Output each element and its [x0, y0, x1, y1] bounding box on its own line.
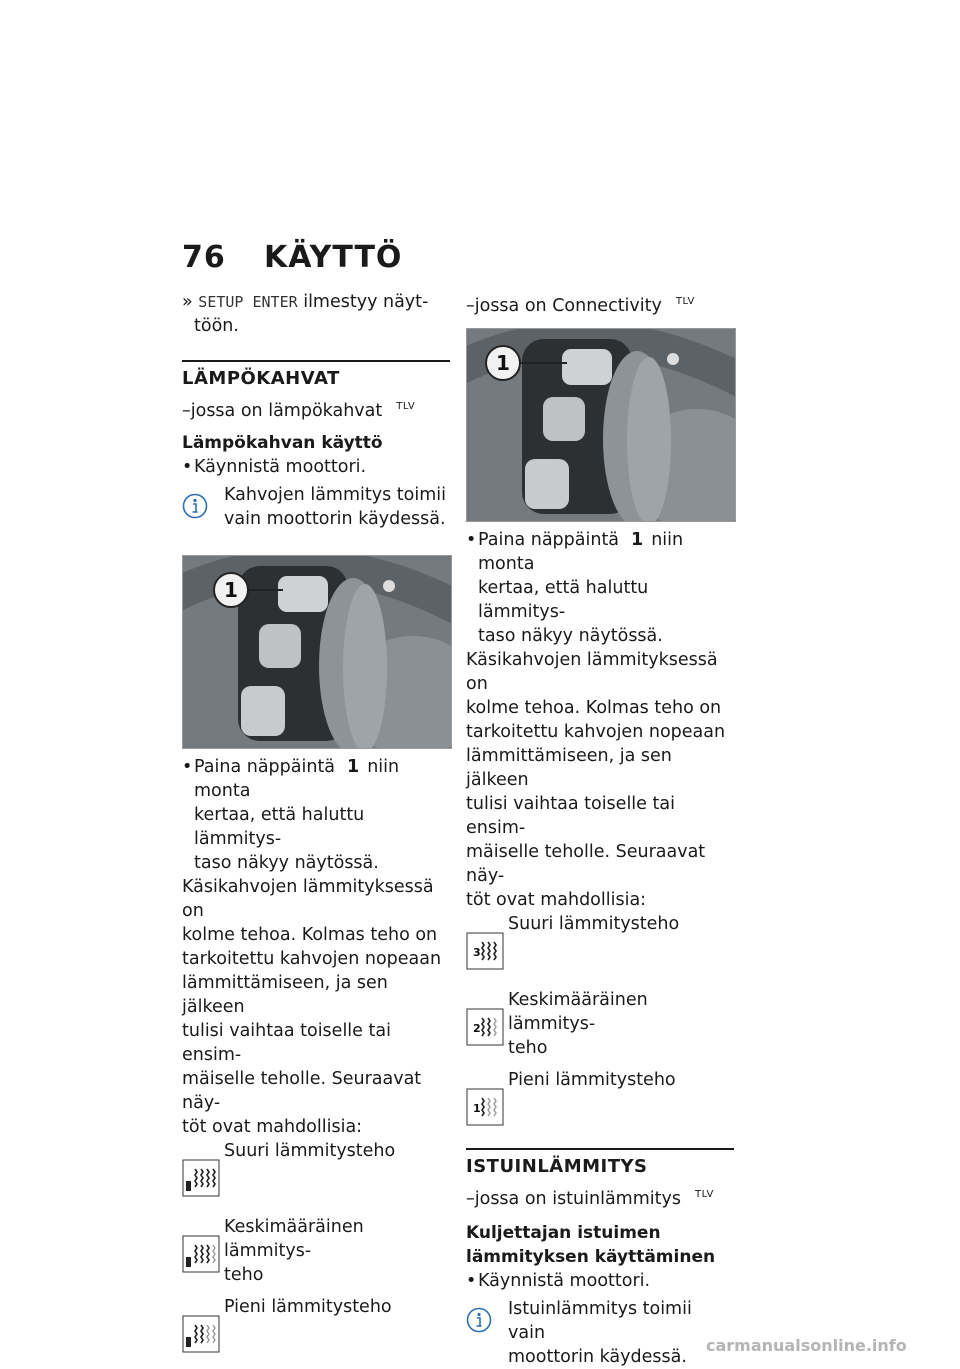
- info-icon: [466, 1297, 508, 1369]
- svg-text:3: 3: [473, 945, 481, 959]
- bullet-icon: •: [466, 1270, 477, 1291]
- tlv-badge: TLV: [675, 296, 695, 307]
- section-rule: [182, 360, 450, 362]
- heat-level-high: 3 Suuri lämmitysteho: [466, 912, 734, 974]
- heat-level-icon: [466, 912, 508, 974]
- heat-level-icon: [182, 1139, 224, 1201]
- bullet-icon: •: [466, 529, 477, 550]
- heat-level-high: Suuri lämmitysteho: [182, 1139, 450, 1201]
- list-item: • Paina näppäintä 1 niin monta: [466, 529, 684, 574]
- heat-level-low: 1 Pieni lämmitysteho: [466, 1068, 734, 1130]
- section-title-heated-grips: LÄMPÖKAHVAT: [182, 368, 340, 389]
- paragraph: Käsikahvojen lämmityksessä on kolme tehoa. Kolmas teho on tarkoitettu kahvojen nopeaan lämmittämiseen, ja sen jälkeen tulisi vaihtaa toiselle tai ensim- mäiselle teholle. Seuraavat näy- töt ovat mahdollisia:: [466, 649, 726, 910]
- heat-level-icon: [182, 1215, 224, 1287]
- svg-text:2: 2: [473, 1021, 481, 1035]
- bullet-icon: •: [182, 456, 193, 477]
- paragraph: Käsikahvojen lämmityksessä on kolme tehoa. Kolmas teho on tarkoitettu kahvojen nopeaan lämmittämiseen, ja sen jälkeen tulisi vaihtaa toiselle tai ensim- mäiselle teholle. Seuraavat näy- töt ovat mahdollisia:: [182, 876, 442, 1137]
- key-reference: 1: [631, 529, 644, 550]
- section-availability: –jossa on lämpökahvat $^{TLV}$: [182, 400, 416, 421]
- tlv-badge: TLV: [396, 401, 416, 412]
- handlebar-photo: [182, 555, 452, 749]
- subheading-seat-heating: Kuljettajan istuimen lämmityksen käyttäminen: [466, 1222, 716, 1267]
- arrow-icon: »: [182, 292, 193, 312]
- bullet-icon: •: [182, 756, 193, 777]
- subheading-grip-use: Lämpökahvan käyttö: [182, 432, 383, 453]
- heat-level-low: Pieni lämmitysteho: [182, 1295, 450, 1357]
- heat-level-icon: [466, 1068, 508, 1130]
- connectivity-availability: –jossa on Connectivity $^{TLV}$: [466, 295, 695, 316]
- setup-code: SETUP ENTER: [198, 293, 298, 311]
- setup-line-cont: töön.: [194, 316, 239, 336]
- list-item: • Paina näppäintä 1 niin monta: [182, 756, 400, 801]
- tlv-badge: TLV: [694, 1188, 714, 1200]
- heat-level-icon: [182, 1295, 224, 1357]
- callout-label: 1: [224, 577, 238, 602]
- list-item: • Käynnistä moottori.: [182, 456, 367, 477]
- left-column: » SETUP ENTER ilmestyy näyt- töön. LÄMPÖKAHVAT –jossa on lämpökahvat $^{TLV}$ Lämpökahvan käyttö • Käynnistä moottori. Kahvojen lämmitys toimii vain moottorin käydessä. 1 • Paina näppäintä 1 niin monta kertaa, että haluttu lämmitys- taso näkyy näytössä. Käsikahvojen lämmityksessä on kolme tehoa. Kolmas teho on tarkoitettu kahvojen nopeaan lämmittämiseen, ja sen jälkeen tulisi vaihtaa toiselle tai ensim- mäiselle teholle. Seuraavat näy- töt ovat mahdollisia: Suuri lämmitysteho Keskimääräinen lämmitys- teho Pieni lämmitysteho: [182, 290, 450, 1357]
- section-availability: –jossa on istuinlämmitys $^{TLV}$: [466, 1188, 714, 1209]
- section-rule: [466, 1148, 734, 1150]
- page-number: 76: [182, 240, 226, 275]
- heat-level-mid: Keskimääräinen lämmitys- teho: [182, 1215, 450, 1287]
- watermark: carmanualsonline.info: [706, 1336, 907, 1355]
- key-reference: 1: [347, 756, 360, 777]
- list-item: • Käynnistä moottori.: [466, 1270, 651, 1291]
- info-note: Kahvojen lämmitys toimii vain moottorin käydessä.: [182, 483, 450, 531]
- heat-level-mid: 2 Keskimääräinen lämmitys- teho: [466, 988, 734, 1060]
- setup-line: » SETUP ENTER ilmestyy näyt-: [182, 292, 429, 312]
- page-header: [182, 240, 402, 275]
- svg-text:1: 1: [473, 1101, 481, 1115]
- info-icon: [182, 483, 224, 531]
- chapter-title: KÄYTTÖ: [264, 240, 403, 275]
- info-note: Istuinlämmitys toimii vain moottorin käydessä.: [466, 1297, 734, 1369]
- heat-level-icon: [466, 988, 508, 1060]
- section-title-seat-heating: ISTUINLÄMMITYS: [466, 1155, 648, 1177]
- callout-label: 1: [496, 350, 510, 375]
- right-column: –jossa on Connectivity $^{TLV}$ 1 • Paina näppäintä 1 niin monta kertaa, että haluttu lämmitys- taso näkyy näytössä. Käsikahvojen lämmityksessä on kolme tehoa. Kolmas teho on tarkoitettu kahvojen nopeaan lämmittämiseen, ja sen jälkeen tulisi vaihtaa toiselle tai ensim- mäiselle teholle. Seuraavat näy- töt ovat mahdollisia: 3 Suuri lämmitysteho 2 Keskimääräinen lämmitys- teho 1 Pieni lämmitysteho ISTUINLÄMMITYS –jossa on istuinlämmitys $^{TLV}$ Kuljettajan istuimen lämmityksen käyttäminen • Käynnistä moottori. Istuinlämmitys toimii vain moottorin käydessä.: [466, 290, 734, 1369]
- handlebar-photo-connectivity: [466, 328, 736, 522]
